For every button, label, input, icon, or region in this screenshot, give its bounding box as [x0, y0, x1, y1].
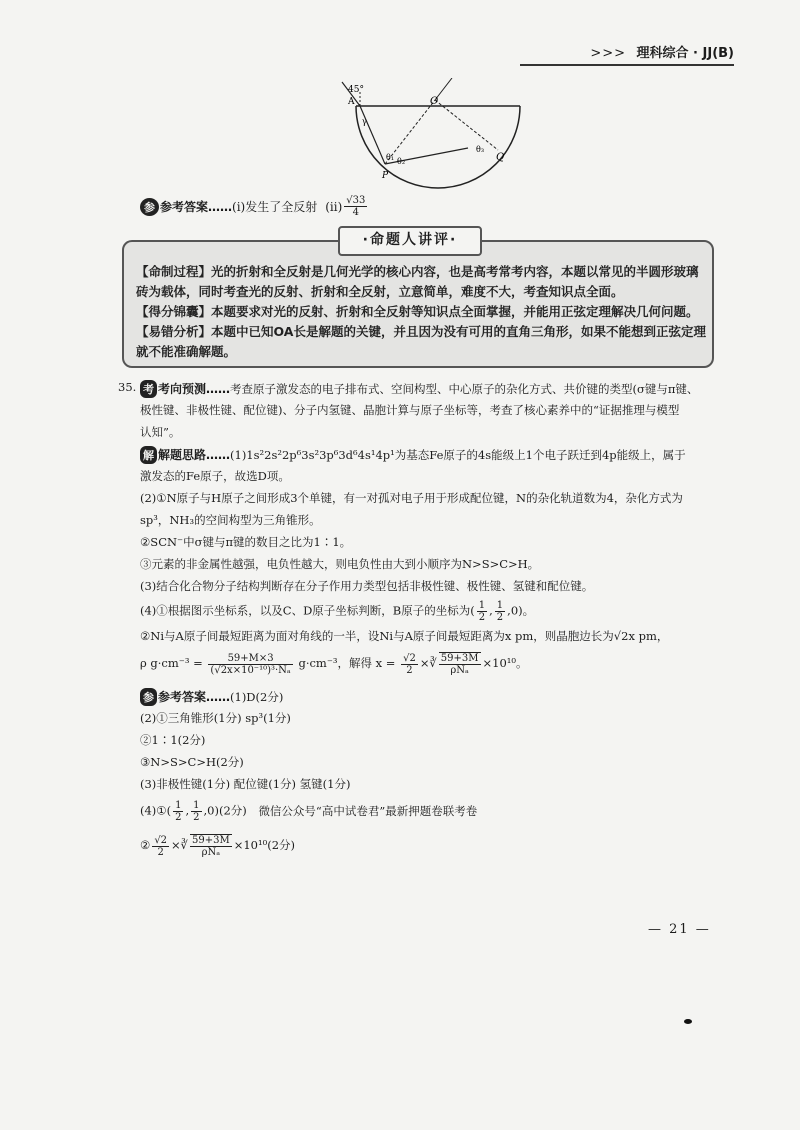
answer-34-part2: (ⅱ)	[325, 199, 343, 214]
kaoxiang-line-2: 极性键、非极性键、配位键)、分子内氢键、晶胞计算与原子坐标等，考查了核心素养中的“证据推理与模型	[140, 403, 680, 417]
solution-line-3: (2)①N原子与H原子之间形成3个单键，有一对孤对电子用于形成配位键，N的杂化轨道数为4，杂化方式为	[140, 491, 683, 505]
point-o-label: O	[430, 96, 439, 107]
solution-line-2: 激发态的Fe原子，故选D项。	[140, 469, 290, 483]
answer-34-part1: (ⅰ)发生了全反射	[232, 200, 318, 214]
answer-35-line-2: (2)①三角锥形(1分) sp³(1分)	[140, 711, 291, 725]
wechat-note: 微信公众号“高中试卷君”最新押题卷联考卷	[258, 803, 478, 818]
angle-45-label: 45°	[348, 85, 364, 95]
answer-35-line-7: ② $\frac{√2}{2}$ ×∛ $\frac{59+3M}{\text{ρNₐ}}$ ×10¹⁰(2分)	[140, 834, 296, 858]
ans35-badge: 参	[140, 688, 157, 706]
solution-line-9: ②Ni与A原子间最短距离为面对角线的一半，设Ni与A原子间最短距离为x pm，则晶胞边长为√2x pm，	[140, 629, 669, 643]
frac-den: 4	[352, 207, 359, 218]
semicircle-glass-figure	[340, 78, 540, 190]
kaoxiang-line-3: 认知”。	[140, 425, 181, 439]
solution-line-4: sp³，NH₃的空间构型为三角锥形。	[140, 513, 321, 527]
page-header	[520, 42, 734, 66]
point-a-label: A	[348, 97, 355, 107]
theta2-label: θ₂	[397, 157, 406, 166]
kaoxiang-badge: 考	[140, 380, 157, 398]
ink-mark	[684, 1019, 692, 1024]
answer-35-header: 参 参考答案……(1)D(2分)	[140, 688, 283, 706]
comment-line-1: 【命制过程】光的折射和全反射是几何光学的核心内容，也是高考常考内容，本题以常见的半圆形玻璃	[136, 264, 699, 279]
answer-34-label: 参考答案……	[160, 200, 233, 214]
header-title: 理科综合 · JJ(B)	[636, 46, 734, 61]
theta3-label: θ₃	[476, 145, 485, 154]
ans-badge: 参	[140, 198, 159, 216]
solution-line-5: ②SCN⁻中σ键与π键的数目之比为1∶1。	[140, 535, 352, 549]
answer-34-fraction	[344, 195, 367, 218]
answer-34	[140, 195, 369, 218]
solution-line-10: ρ g·cm⁻³ = $\frac{59+M\times 3}{\text{(√2x×10⁻¹⁰)³·Nₐ}}$ g·cm⁻³，解得 x = $\frac{√2}{2}$ ×∛ $\frac{59+3M}{\text{ρNₐ}}$ ×10¹⁰。	[140, 652, 528, 676]
kaoxiang-line-1: 考 考向预测……考查原子激发态的电子排布式、空间构型、中心原子的杂化方式、共价键的类型(σ键与π键、	[140, 380, 698, 398]
answer-35-line-5: (3)非极性键(1分) 配位键(1分) 氢键(1分)	[140, 777, 351, 791]
solution-line-6: ③元素的非金属性越强，电负性越大，则电负性由大到小顺序为N>S>C>H。	[140, 557, 540, 571]
q35-number: 35.	[118, 380, 137, 394]
point-p-label: P	[382, 171, 389, 181]
header-arrows: >>>	[590, 46, 626, 61]
point-q-label: Q	[496, 152, 505, 163]
comment-line-4: 【易错分析】本题中已知OA长是解题的关键，并且因为没有可用的直角三角形，如果不能想到正弦定理	[136, 324, 706, 339]
page-number: — 21 —	[648, 922, 711, 937]
comment-line-5: 就不能准确解题。	[136, 344, 237, 359]
gamma-label: γ	[362, 117, 367, 126]
comment-line-3: 【得分锦囊】本题要求对光的反射、折射和全反射等知识点全面掌握，并能用正弦定理解决几何问题。	[136, 304, 699, 319]
jieti-badge: 解	[140, 446, 157, 464]
solution-line-7: (3)结合化合物分子结构判断存在分子作用力类型包括非极性键、极性键、氢键和配位键。	[140, 579, 594, 593]
jieti-line-1: 解 解题思路……(1)1s²2s²2p⁶3s²3p⁶3d⁶4s¹4p¹为基态Fe原子的4s能级上1个电子跃迁到4p能级上，属于	[140, 446, 686, 464]
answer-35-line-3: ②1∶1(2分)	[140, 733, 206, 747]
comment-title: ·命题人讲评·	[338, 226, 482, 256]
solution-line-8: (4)①根据图示坐标系，以及C、D原子坐标判断，B原子的坐标为( $\frac{1}{2}$ , $\frac{1}{2}$ ,0)。	[140, 600, 535, 623]
answer-35-line-4: ③N>S>C>H(2分)	[140, 755, 244, 769]
frac-num: √33	[346, 195, 366, 206]
comment-line-2: 砖为载体，同时考查光的反射、折射和全反射，立意简单，难度不大，考查知识点全面。	[136, 284, 624, 299]
answer-35-line-6: (4)①( $\frac{1}{2}$ , $\frac{1}{2}$ ,0)(2分) 微信公众号“高中试卷君”最新押题卷联考卷	[140, 800, 478, 823]
theta1-label: θ₁	[386, 153, 395, 162]
